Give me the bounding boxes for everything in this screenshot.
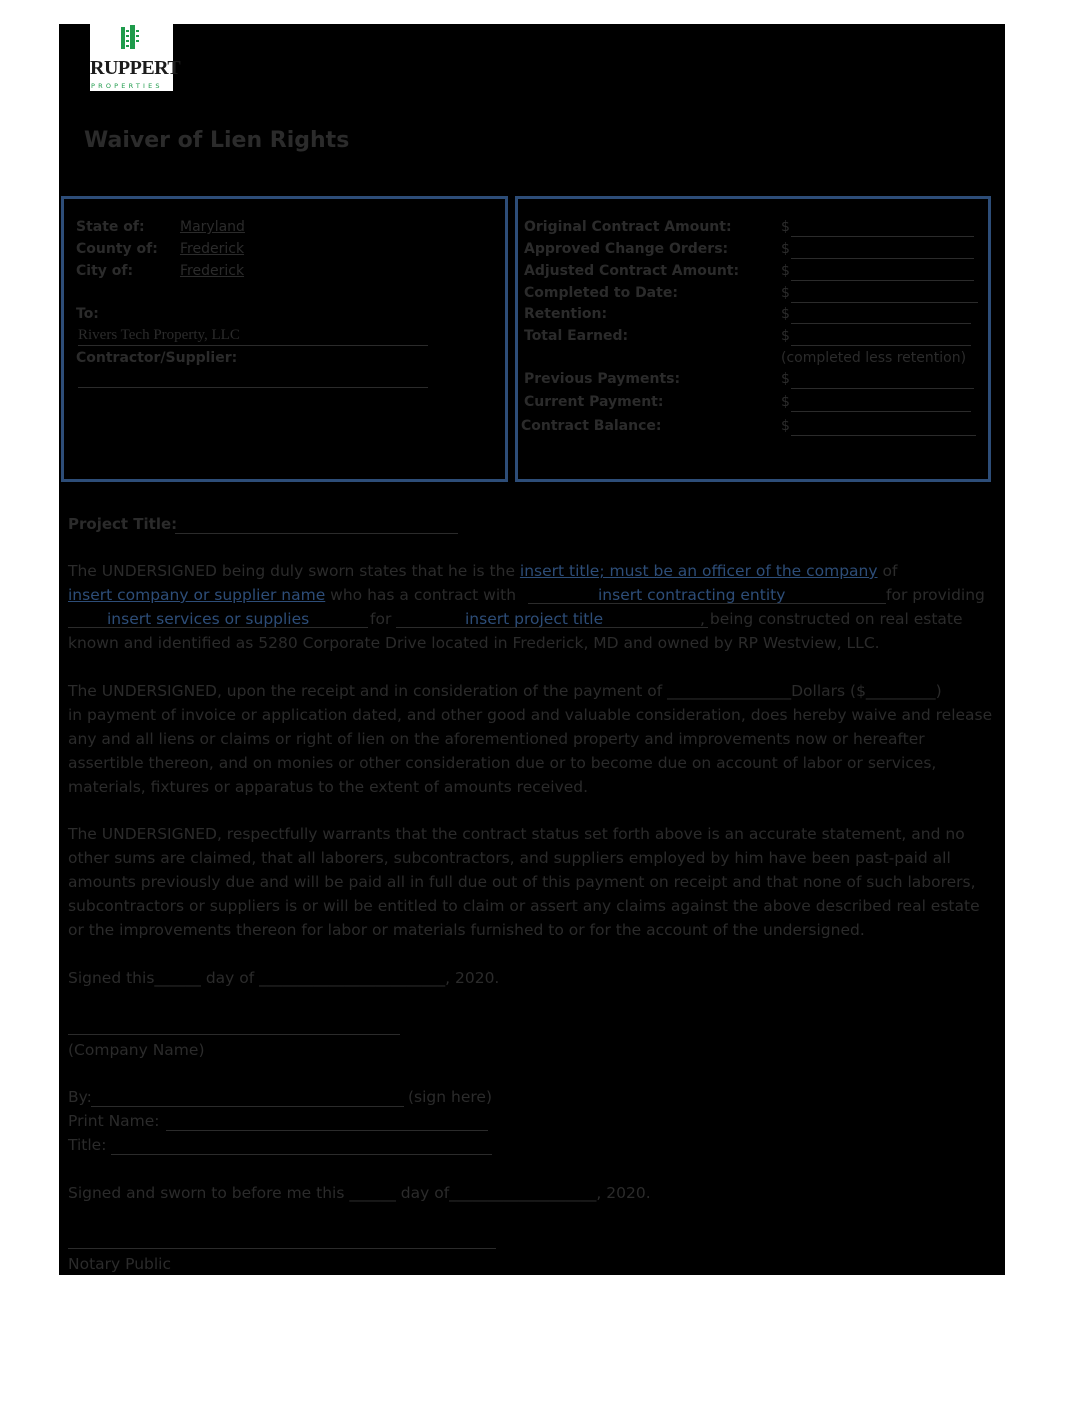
notary-signature-field[interactable] — [68, 1248, 496, 1249]
logo-name: RUPPERT — [90, 57, 181, 79]
para3-line4: subcontractors or suppliers is or will be entitled to claim or assert any claims against the above described real estate — [68, 897, 980, 915]
signature-field[interactable] — [91, 1106, 404, 1107]
change-orders-dollar: $ — [781, 241, 790, 257]
county-label: County of: — [76, 241, 158, 257]
officer-title-placeholder[interactable]: insert title; must be an officer of the company — [519, 562, 878, 580]
adjusted-contract-field[interactable] — [791, 280, 974, 281]
current-payment-label: Current Payment: — [524, 394, 664, 410]
retention-field[interactable] — [791, 323, 971, 324]
contractor-field[interactable] — [78, 387, 428, 388]
to-label: To: — [76, 306, 99, 322]
company-name-field[interactable] — [68, 1034, 400, 1035]
completed-dollar: $ — [781, 285, 790, 301]
project-title-field[interactable] — [175, 533, 458, 534]
current-payment-dollar: $ — [781, 394, 790, 410]
state-label: State of: — [76, 219, 145, 235]
para3-line5: or the improvements thereon for labor or materials furnished to or for the account of the undersigned. — [68, 921, 865, 939]
retention-label: Retention: — [524, 306, 608, 322]
para1-text-c: who has a contract with — [325, 586, 517, 604]
city-label: City of: — [76, 263, 134, 279]
para1-line1 — [68, 562, 897, 580]
to-underline — [78, 345, 428, 346]
total-earned-dollar: $ — [781, 328, 790, 344]
contract-balance-label: Contract Balance: — [521, 418, 662, 434]
original-contract-dollar: $ — [781, 219, 790, 235]
contract-balance-dollar: $ — [781, 418, 790, 434]
sign-here-note: (sign here) — [408, 1088, 492, 1106]
para1-text-b: of — [877, 562, 898, 580]
title-label: Title: — [68, 1136, 107, 1154]
services-placeholder[interactable]: insert services or supplies — [107, 610, 310, 628]
completed-field[interactable] — [791, 302, 978, 303]
para2-line3: any and all liens or claims or right of lien on the aforementioned property and improvements now or hereafter — [68, 730, 925, 748]
document-title: Waiver of Lien Rights — [84, 128, 350, 153]
notary-label: Notary Public — [68, 1255, 171, 1273]
state-value[interactable]: Maryland — [180, 219, 245, 235]
city-value[interactable]: Frederick — [180, 263, 245, 279]
total-earned-note: (completed less retention) — [781, 350, 967, 366]
adjusted-contract-dollar: $ — [781, 263, 790, 279]
print-name-field[interactable] — [166, 1130, 488, 1131]
para3-line2: other sums are claimed, that all laborers, subcontractors, and suppliers employed by him have been past-paid all — [68, 849, 951, 867]
para1-line2 — [68, 586, 516, 604]
adjusted-contract-label: Adjusted Contract Amount: — [524, 263, 740, 279]
county-value[interactable]: Frederick — [180, 241, 245, 257]
change-orders-label: Approved Change Orders: — [524, 241, 729, 257]
signed-this-line[interactable]: Signed this______ day of ________________________, 2020. — [68, 969, 500, 987]
para1-text-e: for — [370, 610, 392, 628]
sworn-line[interactable]: Signed and sworn to before me this ______ day of___________________, 2020. — [68, 1184, 651, 1202]
logo-subtitle: PROPERTIES — [91, 82, 163, 90]
original-contract-label: Original Contract Amount: — [524, 219, 732, 235]
to-value[interactable]: Rivers Tech Property, LLC — [78, 327, 240, 343]
title-field[interactable] — [111, 1154, 492, 1155]
contract-balance-field[interactable] — [791, 435, 976, 436]
para3-line3: amounts previously due and will be paid all in full due out of this payment on receipt and that none of such laborers, — [68, 873, 976, 891]
by-label: By: — [68, 1088, 92, 1106]
para1-text-d: for providing — [886, 586, 985, 604]
contractor-label: Contractor/Supplier: — [76, 350, 238, 366]
para1-text-a: The UNDERSIGNED being duly sworn states that he is the — [68, 562, 520, 580]
para2-line1: The UNDERSIGNED, upon the receipt and in consideration of the payment of ________________Dollars ($_________) — [68, 682, 942, 700]
completed-label: Completed to Date: — [524, 285, 678, 301]
previous-payments-dollar: $ — [781, 371, 790, 387]
project-placeholder[interactable]: insert project title — [465, 610, 604, 628]
company-name-placeholder[interactable]: insert company or supplier name — [68, 586, 326, 604]
change-orders-field[interactable] — [791, 258, 974, 259]
para2-line4: assertible thereon, and on monies or other consideration due or to become due on account of labor or services, — [68, 754, 937, 772]
contracting-entity-placeholder[interactable]: insert contracting entity — [598, 586, 786, 604]
para2-line5: materials, fixtures or apparatus to the extent of amounts received. — [68, 778, 589, 796]
retention-dollar: $ — [781, 306, 790, 322]
previous-payments-field[interactable] — [791, 388, 974, 389]
company-logo — [90, 24, 181, 91]
total-earned-label: Total Earned: — [524, 328, 629, 344]
total-earned-field[interactable] — [791, 345, 971, 346]
para2-line2: in payment of invoice or application dated, and other good and valuable consideration, does hereby waive and release — [68, 706, 993, 724]
para1-line4: known and identified as 5280 Corporate Drive located in Frederick, MD and owned by RP Westview, LLC. — [68, 634, 880, 652]
original-contract-field[interactable] — [791, 236, 974, 237]
para1-text-f: , being constructed on real estate — [700, 610, 963, 628]
project-title-label: Project Title: — [68, 515, 178, 533]
company-name-label: (Company Name) — [68, 1041, 205, 1059]
para3-line1: The UNDERSIGNED, respectfully warrants that the contract status set forth above is an accurate statement, and no — [68, 825, 965, 843]
current-payment-field[interactable] — [791, 411, 971, 412]
previous-payments-label: Previous Payments: — [524, 371, 681, 387]
print-name-label: Print Name: — [68, 1112, 160, 1130]
